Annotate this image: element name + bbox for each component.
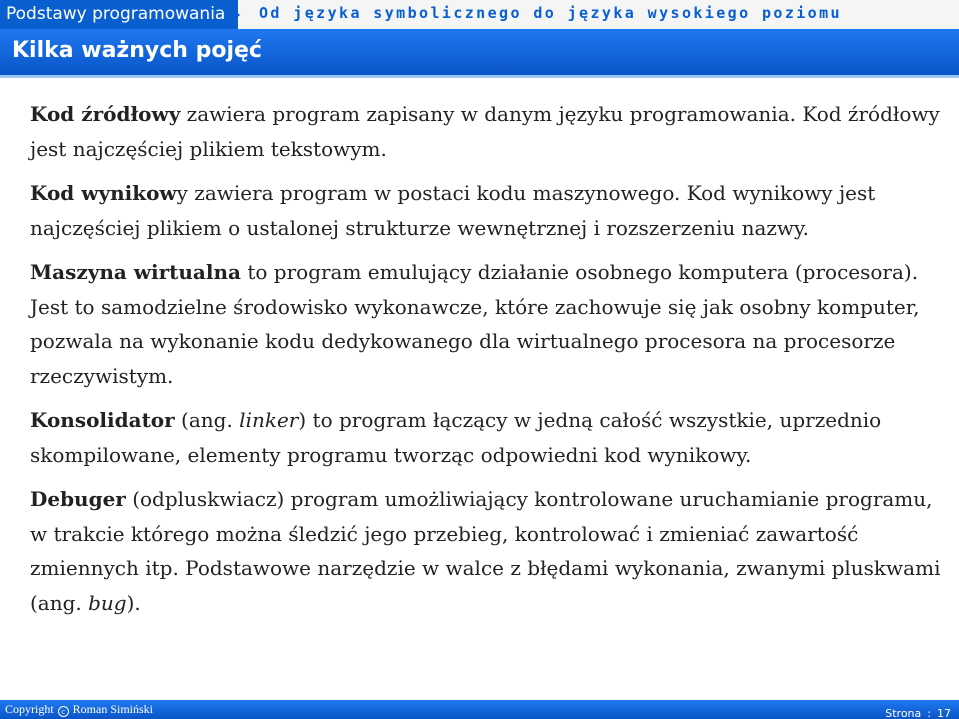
author-name: Roman Simiński [72,702,154,716]
title-bar [0,29,959,78]
paragraph-object-code [30,176,945,245]
term-source-code: Kod źródłowy [30,102,181,126]
english-term-bug: bug [88,590,127,615]
definition-virtual-machine: to program emulujący działanie osobnego komputera (procesora). Jest to samodzielne środowisko wykonawcze, które zachowuje się jak osobny komputer, pozwala na wykonanie kodu dedykowanego dla wirtualnego procesora na procesorze rzeczywistym. [30,260,920,388]
paragraph-virtual-machine [30,255,945,393]
breadcrumb-label: Podstawy programowania [6,4,226,24]
course-title: Od języka symbolicznego do języka wysokiego poziomu [259,4,842,22]
term-object-code: Kod wynikow [30,181,177,205]
paragraph-linker [30,403,945,472]
slide-content [30,97,945,630]
copyright-notice [5,702,153,717]
chevron-right-icon [229,5,240,25]
page-number: 17 [937,707,951,719]
breadcrumb [0,0,240,29]
slide-title: Kilka ważnych pojęć [12,38,262,63]
term-linker: Konsolidator [30,408,175,432]
paragraph-source-code [30,97,945,166]
top-bar [0,0,959,29]
definition-object-code: y zawiera program w postaci kodu maszynowego. Kod wynikowy jest najczęściej plikiem o ustalonej strukturze wewnętrznej i rozszerzeniu nazwy. [30,181,876,240]
paragraph-debugger [30,482,945,620]
definition-source-code: zawiera program zapisany w danym języku programowania. Kod źródłowy jest najczęściej plikiem tekstowym. [30,102,940,161]
copyright-icon: c [58,706,69,717]
term-debugger: Debuger [30,487,126,511]
page-indicator [885,702,951,719]
footer-bar [0,700,959,719]
definition-linker-start: (ang. [174,408,240,432]
page-separator: : [927,707,931,719]
english-term-linker: linker [239,408,299,432]
definition-linker-end: ) to program łączący w jedną całość wszystkie, uprzednio skompilowane, elementy programu tworząc odpowiedni kod wynikowy. [30,408,882,467]
definition-debugger-end: ). [126,590,141,615]
page-label: Strona [885,707,922,719]
term-virtual-machine: Maszyna wirtualna [30,260,241,284]
definition-debugger-start: (odpluskwiacz) program umożliwiający kontrolowane uruchamianie programu, w trakcie którego można śledzić jego przebieg, kontrolować i zmieniać zawartość zmiennych itp. Podstawowe narzędzie w walce z błędami wykonania, zwanymi pluskwami (ang. [30,487,941,615]
copyright-prefix: Copyright [5,702,54,716]
